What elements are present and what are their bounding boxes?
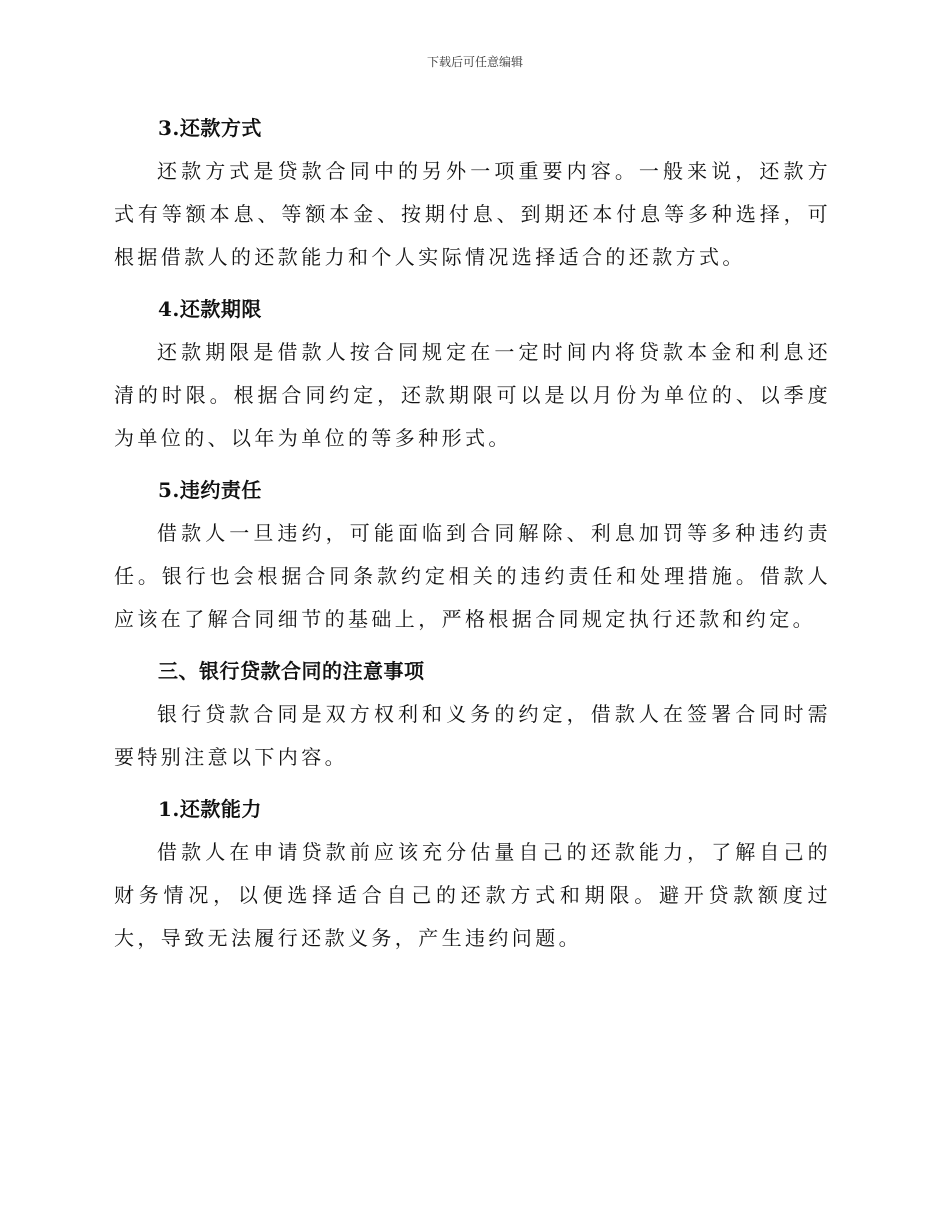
section-paragraph: 借款人一旦违约，可能面临到合同解除、利息加罚等多种违约责任。银行也会根据合同条款约定相关的违约责任和处理措施。借款人应该在了解合同细节的基础上，严格根据合同规定执行还款和约定。 [114,521,831,631]
section-paragraph: 银行贷款合同是双方权利和义务的约定，借款人在签署合同时需要特别注意以下内容。 [114,702,831,769]
section-heading: 5.违约责任 [158,478,262,502]
section-heading: 三、银行贷款合同的注意事项 [158,659,425,683]
section-paragraph: 还款方式是贷款合同中的另外一项重要内容。一般来说，还款方式有等额本息、等额本金、按期付息、到期还本付息等多种选择，可根据借款人的还款能力和个人实际情况选择适合的还款方式。 [114,159,831,269]
document-body [114,106,831,960]
section-heading: 3.还款方式 [158,116,262,140]
section-repayment-ability [114,787,831,960]
section-paragraph: 借款人在申请贷款前应该充分估量自己的还款能力，了解自己的财务情况，以便选择适合自己的还款方式和期限。避开贷款额度过大，导致无法履行还款义务，产生违约问题。 [114,840,831,950]
section-loan-contract-notes [114,649,831,779]
section-heading: 4.还款期限 [158,297,262,321]
section-repayment-term [114,287,831,460]
section-repayment-method [114,106,831,279]
section-paragraph: 还款期限是借款人按合同规定在一定时间内将贷款本金和利息还清的时限。根据合同约定，还款期限可以是以月份为单位的、以季度为单位的、以年为单位的等多种形式。 [114,340,831,450]
section-default-liability [114,468,831,641]
section-heading: 1.还款能力 [158,797,262,821]
page-header: 下载后可任意编辑 [426,55,523,69]
